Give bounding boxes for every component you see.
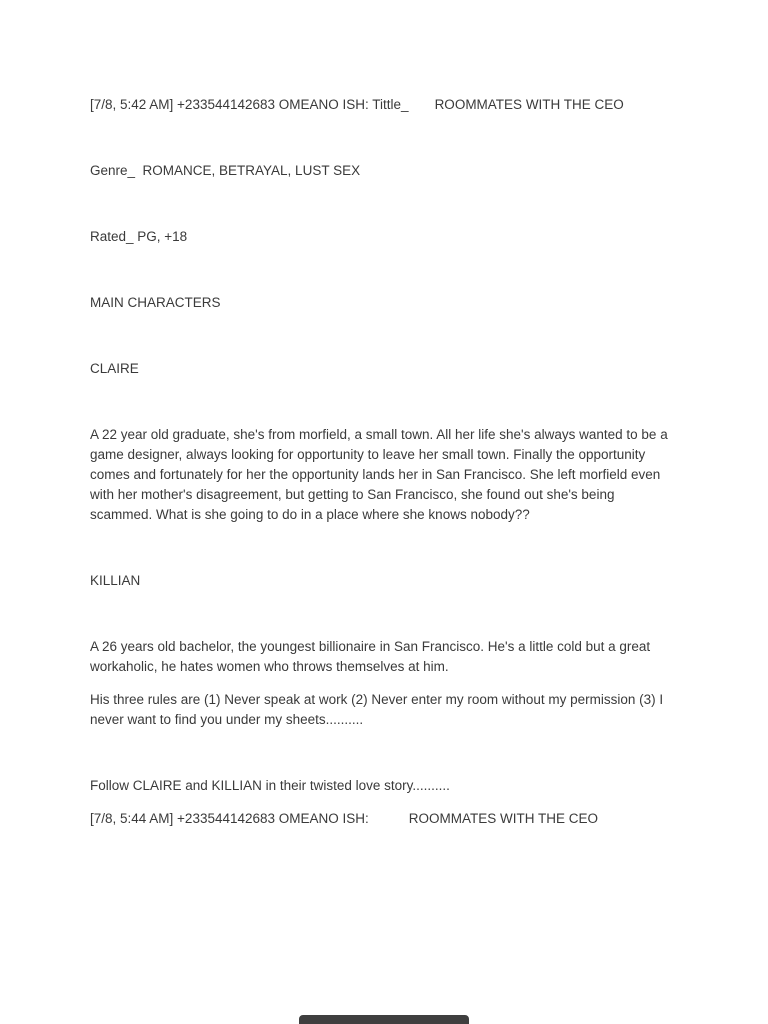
floating-toolbar-edge[interactable] (299, 1015, 469, 1024)
follow-line: Follow CLAIRE and KILLIAN in their twisted love story.......... (90, 778, 450, 793)
rating-line: Rated_ PG, +18 (90, 229, 188, 244)
claire-description-paragraph: A 22 year old graduate, she's from morfield, a small town. All her life she's always wanted to be a game designer, always looking for opportunity to leave her small town. Finally the opportunity comes and fortunately for her the opportunity lands her in San Francisco. She left morfield even with her mother's disagreement, but getting to San Francisco, she found out she's being scammed. What is she going to do in a place where she knows nobody?? (90, 427, 672, 522)
story-title-text: ROOMMATES WITH THE CEO (434, 97, 624, 112)
killian-rules-paragraph: His three rules are (1) Never speak at work (2) Never enter my room without my permission (3) I never want to find you under my sheets.......... (90, 692, 667, 727)
message-header-line (90, 95, 678, 115)
character-name-killian: KILLIAN (90, 573, 141, 588)
character-name-claire: CLAIRE (90, 361, 139, 376)
message-footer-line (90, 809, 678, 829)
main-characters-heading: MAIN CHARACTERS (90, 295, 221, 310)
message-meta-text: [7/8, 5:42 AM] +233544142683 OMEANO ISH: Tittle_ (90, 97, 409, 112)
message-meta-text: [7/8, 5:44 AM] +233544142683 OMEANO ISH: (90, 811, 369, 826)
story-title-text: ROOMMATES WITH THE CEO (408, 811, 599, 826)
killian-description-paragraph: A 26 years old bachelor, the youngest billionaire in San Francisco. He's a little cold but a great workaholic, he hates women who throws themselves at him. (90, 639, 654, 674)
genre-line: Genre_ ROMANCE, BETRAYAL, LUST SEX (90, 163, 361, 178)
